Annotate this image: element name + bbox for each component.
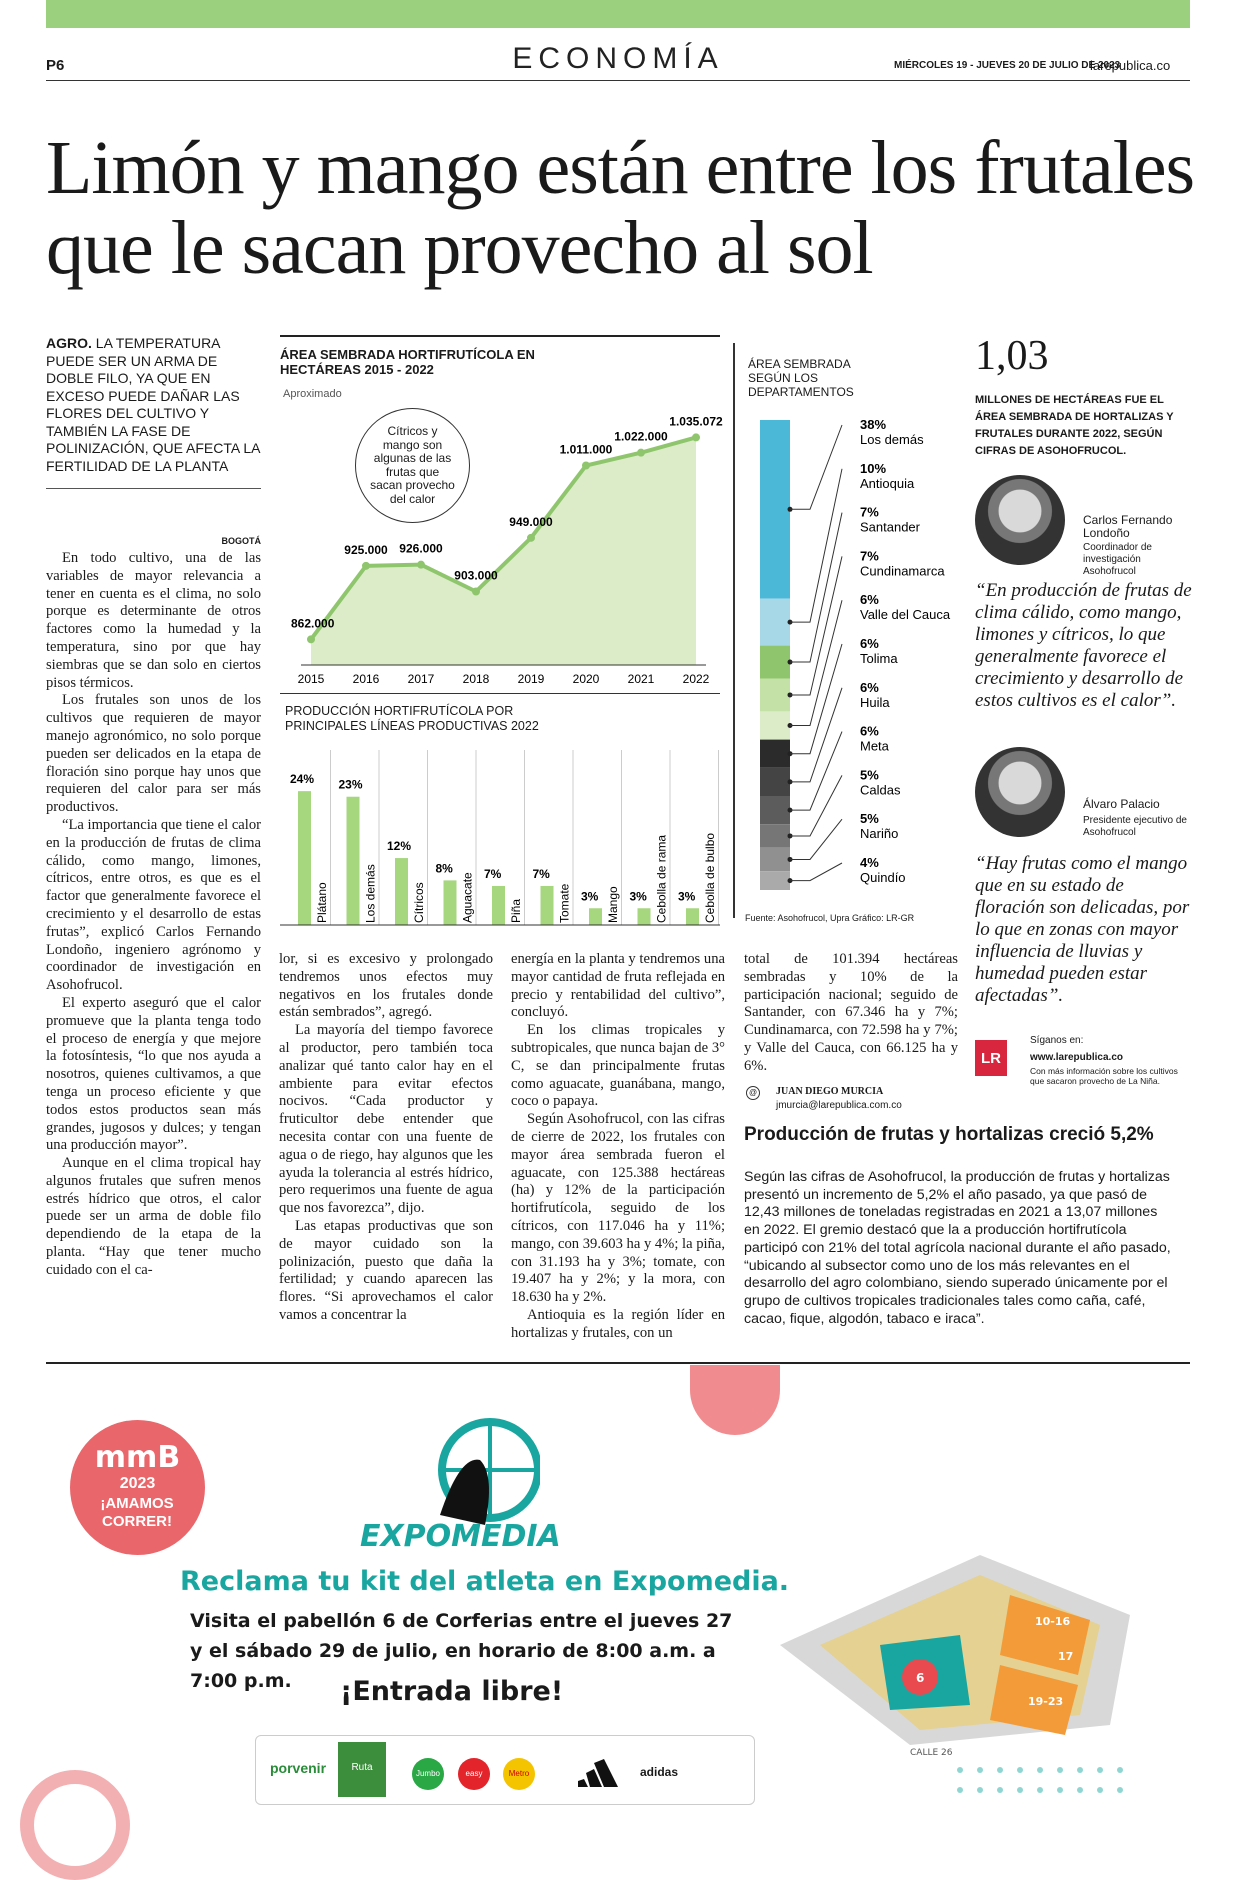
bar-value-label: 3% xyxy=(678,889,696,904)
follow-text: Con más información sobre los cultivos que sacaron provecho de La Niña. xyxy=(1030,1066,1178,1086)
chart-annotation: Cítricos y mango son algunas de las frutas que sacan provecho del calor xyxy=(370,424,455,506)
body-paragraph: energía en la planta y tendremos una mayor cantidad de fruta reflejada en precio y rentabilidad del cultivo”, concluyó. xyxy=(511,951,725,1021)
dept-value-label: 6% xyxy=(860,592,879,608)
dept-name-label: Huila xyxy=(860,694,890,710)
bar-category-label: Cebolla de bulbo xyxy=(703,832,717,923)
area-chart-title: ÁREA SEMBRADA HORTIFRUTÍCOLA EN HECTÁREAS 2015 - 2022 xyxy=(280,347,535,377)
mmb-slogan: ¡AMAMOS CORRER! xyxy=(100,1495,174,1530)
bar-value-label: 12% xyxy=(387,839,412,854)
decor-circle-top xyxy=(690,1365,780,1435)
dept-segment xyxy=(760,646,790,679)
adidas-logo xyxy=(578,1757,628,1787)
map-label-6: 6 xyxy=(916,1671,925,1685)
body-paragraph: Las etapas productivas que son de mayor cuidado son la polinización, puesto que daña la fertilidad; y cuando aparecen las flores. “Si aprovechamos el calor vamos a concentrar la xyxy=(279,1217,493,1323)
dept-connector xyxy=(790,513,842,662)
box-title: Producción de frutas y hortalizas creció 5,2% xyxy=(744,1124,1154,1145)
body-paragraph: Aunque en el clima tropical hay algunos frutales que sufren menos estrés hídrico que otros, el calor puede ser un arma de doble filo dependiendo de la etapa de la planta. “Hay que tener mucho cuidado con el ca- xyxy=(46,1155,261,1278)
dept-segment xyxy=(760,824,790,848)
bar xyxy=(686,908,699,925)
area-chart xyxy=(276,400,726,690)
dept-name-label: Caldas xyxy=(860,782,901,798)
expomedia-globe-icon xyxy=(430,1415,540,1530)
dept-chart xyxy=(755,420,975,900)
person1-role: Coordinador de investigación Asohofrucol xyxy=(1083,542,1152,577)
dept-connector xyxy=(790,644,842,754)
bar-category-label: Plátano xyxy=(315,882,329,923)
body-column-4 xyxy=(744,951,958,1076)
dept-name-label: Tolima xyxy=(860,651,898,666)
decor-circle-bottom xyxy=(20,1770,130,1880)
map-label-calle: CALLE 26 xyxy=(910,1748,953,1755)
x-tick-label: 2017 xyxy=(407,672,435,686)
dept-segment xyxy=(760,848,790,872)
venue-map xyxy=(760,1525,1140,1755)
data-label: 925.000 xyxy=(344,542,388,557)
x-tick-label: 2018 xyxy=(462,672,490,686)
dept-value-label: 10% xyxy=(860,460,887,476)
ad-headline: Reclama tu kit del atleta en Expomedia. xyxy=(180,1566,790,1597)
data-point xyxy=(307,635,315,643)
data-point xyxy=(362,562,370,570)
dept-value-label: 38% xyxy=(860,420,887,432)
edition-date: MIÉRCOLES 19 - JUEVES 20 DE JULIO DE 2023 xyxy=(894,60,1121,71)
sponsor-jumbo: Jumbo xyxy=(412,1758,444,1790)
body-paragraph: total de 101.394 hectáreas sembradas y 10% de la participación nacional; seguido de Santander, con 67.346 ha y 7%; Cundinamarca, con 72.598 ha y 7%; y Valle del Cauca, con 66.125 ha y 6%. xyxy=(744,951,958,1074)
bar-category-label: Cítricos xyxy=(412,882,426,923)
sponsor-ruta: Ruta xyxy=(338,1742,386,1797)
bar-category-label: Cebolla de rama xyxy=(654,834,669,923)
dept-connector xyxy=(790,556,842,695)
sponsor-metro: Metro xyxy=(503,1758,535,1790)
expomedia-logo: EXPOMEDIA xyxy=(360,1519,561,1554)
dept-name-label: Quindío xyxy=(860,870,906,885)
data-point xyxy=(417,561,425,569)
dept-chart-title: ÁREA SEMBRADA SEGÚN LOS DEPARTAMENTOS xyxy=(748,357,854,399)
bar xyxy=(638,908,651,925)
headline: Limón y mango están entre los frutales que le sacan provecho al sol xyxy=(46,126,1195,290)
dept-segment xyxy=(760,796,790,824)
dept-value-label: 6% xyxy=(860,723,879,739)
person2-quote: “Hay frutas como el mango que en su estado de floración son delicadas, por lo que en zonas con mayor influencia de lluvias y humedad pueden estar afectadas”. xyxy=(975,853,1190,1006)
map-label-10-16: 10-16 xyxy=(1035,1615,1071,1628)
dept-divider xyxy=(733,343,735,918)
dept-value-label: 6% xyxy=(860,636,879,651)
map-label-17: 17 xyxy=(1058,1650,1074,1663)
person1-name: Carlos Fernando Londoño xyxy=(1083,513,1173,540)
sponsor-adidas: adidas xyxy=(640,1765,679,1779)
x-tick-label: 2021 xyxy=(627,672,655,686)
dept-name-label: Los demás xyxy=(860,432,924,447)
lede xyxy=(46,335,261,475)
dept-connector xyxy=(790,732,842,811)
mmb-logo: mmB xyxy=(94,1440,181,1475)
chart-top-rule xyxy=(280,335,720,337)
person2-role: Presidente ejecutivo de Asohofrucol xyxy=(1083,815,1187,838)
bar-chart-rule xyxy=(280,693,720,694)
dept-connector xyxy=(790,863,842,881)
bar xyxy=(395,858,408,925)
bar xyxy=(347,797,360,925)
byline-email[interactable]: jmurcia@larepublica.com.co xyxy=(776,1100,902,1111)
sponsor-porvenir: porvenir xyxy=(270,1760,327,1776)
body-paragraph: Según Asohofrucol, con las cifras de cierre de 2022, los frutales con mayor área sembrada fueron el aguacate, con 125.388 hectáreas (ha) y 12% de la participación hortifrutícola, seguido de los cítricos, con 117.046 ha y 11%; mango, con 39.603 ha y 4%; la piña, con 31.193 ha y 3%; tomate, con 19.407 ha y 2%; y la mora, con 18.630 ha y 2%. xyxy=(511,1111,725,1306)
ad-divider xyxy=(46,1362,1190,1364)
data-label: 903.000 xyxy=(454,568,498,583)
body-paragraph: El experto aseguró que el calor promueve que la planta tenga todo el proceso de energía y que mejore la fotosíntesis, “lo que nos ayuda a nosotros, quienes cultivamos, a que tenga un proceso eficiente y que todos estos productos sean más grandes, jugosos y dulces; y tengan una producción mayor”. xyxy=(46,994,261,1154)
data-point xyxy=(692,433,700,441)
follow-site[interactable]: www.larepublica.co xyxy=(1030,1052,1123,1063)
lr-logo: LR xyxy=(975,1040,1007,1076)
dept-connector xyxy=(790,425,842,509)
body-paragraph: Antioquia es la región líder en hortalizas y frutales, con un xyxy=(511,1306,725,1341)
dept-segment xyxy=(760,420,790,599)
bar xyxy=(541,886,554,925)
bar-value-label: 8% xyxy=(435,861,453,876)
body-paragraph: Los frutales son unos de los cultivos que requieren de mayor manejo agronómico, no solo porque pueden ser delicados en la etapa de floración sino porque hay unos que requieren del calor para ser más productivos. xyxy=(46,692,261,816)
x-tick-label: 2016 xyxy=(352,672,380,686)
data-label: 1.011.000 xyxy=(559,442,613,457)
dept-value-label: 5% xyxy=(860,767,879,783)
person1-quote: “En producción de frutas de clima cálido, como mango, limones y cítricos, lo que generalmente favorece el crecimiento y desarrollo de estos cultivos es el calor”. xyxy=(975,580,1192,711)
bar-category-label: Piña xyxy=(509,898,523,923)
body-column-1 xyxy=(46,550,261,1280)
data-point xyxy=(637,449,645,457)
dept-segment xyxy=(760,768,790,796)
data-label: 926.000 xyxy=(399,541,443,556)
bar xyxy=(589,908,602,925)
area-chart-subtitle: Aproximado xyxy=(283,388,342,400)
page-number: P6 xyxy=(46,57,65,74)
bar-value-label: 3% xyxy=(581,889,599,904)
bar-value-label: 3% xyxy=(629,889,647,904)
bar xyxy=(492,886,505,925)
top-color-bar xyxy=(46,0,1190,28)
dept-segment xyxy=(760,599,790,646)
x-tick-label: 2022 xyxy=(682,672,710,686)
dept-name-label: Valle del Cauca xyxy=(860,607,951,623)
body-column-2 xyxy=(279,951,493,1325)
dept-connector xyxy=(790,469,842,622)
email-icon: @ xyxy=(746,1086,760,1100)
data-label: 862.000 xyxy=(291,616,335,631)
body-paragraph: La mayoría del tiempo favorece al productor, pero también toca analizar qué tanto calor hay en el ambiente para evitar efectos nocivos. “Cada productor y fruticultor debe entender que necesita contar con una fuente de agua o de riego, hay algunos que les ayuda la tolerancia al estrés hídrico, pero requerimos una fuente de agua que nos favorezca”, dijo. xyxy=(279,1022,493,1217)
data-point xyxy=(527,534,535,542)
dept-value-label: 7% xyxy=(860,504,879,520)
x-tick-label: 2019 xyxy=(517,672,545,686)
dept-segment xyxy=(760,711,790,739)
body-paragraph: lor, si es excesivo y prolongado tendremos unos efectos muy negativos en los frutales donde están sembrados”, agregó. xyxy=(279,951,493,1021)
box-text: Según las cifras de Asohofrucol, la producción de frutas y hortalizas presentó un incremento de 5,2% el año pasado, ya que pasó de 12,43 millones de toneladas registradas en 2021 a 13,07 millones en 2022. El gremio destacó que la a producción hortifrutícola participó con 21% del total agrícola nacional durante el año pasado, “ubicando al subsector como uno de los más relevantes en el desarrollo del agro colombiano, siendo superado únicamente por el grupo de cultivos tropicales tradicionales tales como caña, café, cacao, fique, algodón, tabaco e iraca”. xyxy=(744,1169,1171,1327)
dept-connector xyxy=(790,775,842,836)
chart-annotation-bubble xyxy=(355,408,470,523)
dept-connector xyxy=(790,600,842,725)
lede-kicker: AGRO. xyxy=(46,335,92,351)
dateline-city: BOGOTÁ xyxy=(221,536,261,546)
bar-category-label: Aguacate xyxy=(460,872,475,923)
body-paragraph: En los climas tropicales y subtropicales, que nunca bajan de 3° C, se dan principalmente frutas como aguacate, guanábana, mango, coco o papaya. xyxy=(511,1022,725,1110)
dept-name-label: Cundinamarca xyxy=(860,563,945,579)
header-rule xyxy=(46,80,1190,81)
dept-segment xyxy=(760,740,790,768)
bar xyxy=(444,880,457,925)
dept-name-label: Santander xyxy=(860,519,920,535)
dept-segment xyxy=(760,871,790,890)
x-tick-label: 2015 xyxy=(297,672,325,686)
stat-caption: MILLONES DE HECTÁREAS FUE EL ÁREA SEMBRADA DE HORTALIZAS Y FRUTALES DURANTE 2022, SEGÚN CIFRAS DE ASOHOFRUCOL. xyxy=(975,394,1174,457)
bar-value-label: 24% xyxy=(290,772,315,787)
mmb-year: 2023 xyxy=(119,1475,156,1492)
body-paragraph: En todo cultivo, una de las variables de mayor relevancia a tener en cuenta es el clima, no solo porque es determinante de otros factores como la humedad y la temperatura, sino por que hay siembras que se dan solo en ciertos pisos térmicos. xyxy=(46,550,261,691)
body-column-3 xyxy=(511,951,725,1343)
ad-free-entry: ¡Entrada libre! xyxy=(340,1676,564,1707)
data-point xyxy=(582,462,590,470)
decor-dots xyxy=(950,1760,1150,1800)
stat-number: 1,03 xyxy=(975,333,1049,379)
map-label-19-23: 19-23 xyxy=(1028,1695,1064,1708)
chart-source: Fuente: Asohofrucol, Upra Gráfico: LR-GR xyxy=(745,913,915,923)
dept-name-label: Nariño xyxy=(860,826,899,842)
bar-category-label: Mango xyxy=(606,886,620,923)
byline-name: JUAN DIEGO MURCIA xyxy=(776,1086,884,1097)
dept-value-label: 5% xyxy=(860,811,879,827)
dept-value-label: 4% xyxy=(860,855,879,870)
body-paragraph: “La importancia que tiene el calor en la producción de frutas de clima cálido, como mango, limones, cítricos, entre otros, es que es el factor que generalmente favorece el crecimiento y el desarrollo de estas frutas”, explicó Carlos Fernando Londoño, ingeniero agrónomo y coordinador de investigación en Asohofrucol. xyxy=(46,816,261,994)
follow-label: Síganos en: xyxy=(1030,1035,1084,1046)
dept-name-label: Meta xyxy=(860,738,889,754)
dept-name-label: Antioquia xyxy=(860,475,915,491)
bar-value-label: 7% xyxy=(484,866,502,881)
data-label: 1.022.000 xyxy=(614,429,668,444)
bar-category-label: Los demás xyxy=(363,864,378,923)
ad-subtitle: Visita el pabellón 6 de Corferias entre el jueves 27 y el sábado 29 de julio, en horario de 8:00 a.m. a 7:00 p.m. xyxy=(190,1610,733,1692)
sponsor-easy: easy xyxy=(458,1758,490,1790)
section-title: ECONOMÍA xyxy=(512,42,724,75)
x-tick-label: 2020 xyxy=(572,672,600,686)
bar-value-label: 7% xyxy=(532,866,550,881)
bar-chart-title: PRODUCCIÓN HORTIFRUTÍCOLA POR PRINCIPALES LÍNEAS PRODUCTIVAS 2022 xyxy=(285,704,539,733)
header-site[interactable]: larepublica.co xyxy=(1090,58,1171,73)
avatar-londono xyxy=(975,475,1065,565)
data-point xyxy=(472,588,480,596)
lede-rule xyxy=(46,488,261,489)
data-label: 1.035.072 xyxy=(669,414,723,429)
lede-text: LA TEMPERATURA PUEDE SER UN ARMA DE DOBLE FILO, YA QUE EN EXCESO PUEDE DAÑAR LAS FLORES DEL CULTIVO Y TAMBIÉN LA FASE DE POLINIZACIÓN, QUE AFECTA LA FERTILIDAD DE LA PLANTA xyxy=(46,335,260,474)
bar-category-label: Tomate xyxy=(557,883,572,923)
dept-value-label: 6% xyxy=(860,679,879,695)
dept-value-label: 7% xyxy=(860,548,879,564)
person2-name: Álvaro Palacio xyxy=(1083,797,1160,811)
dept-segment xyxy=(760,679,790,712)
bar-value-label: 23% xyxy=(338,777,363,792)
bar xyxy=(298,791,311,925)
data-label: 949.000 xyxy=(509,514,553,529)
bar-chart xyxy=(280,740,720,930)
avatar-palacio xyxy=(975,747,1065,837)
